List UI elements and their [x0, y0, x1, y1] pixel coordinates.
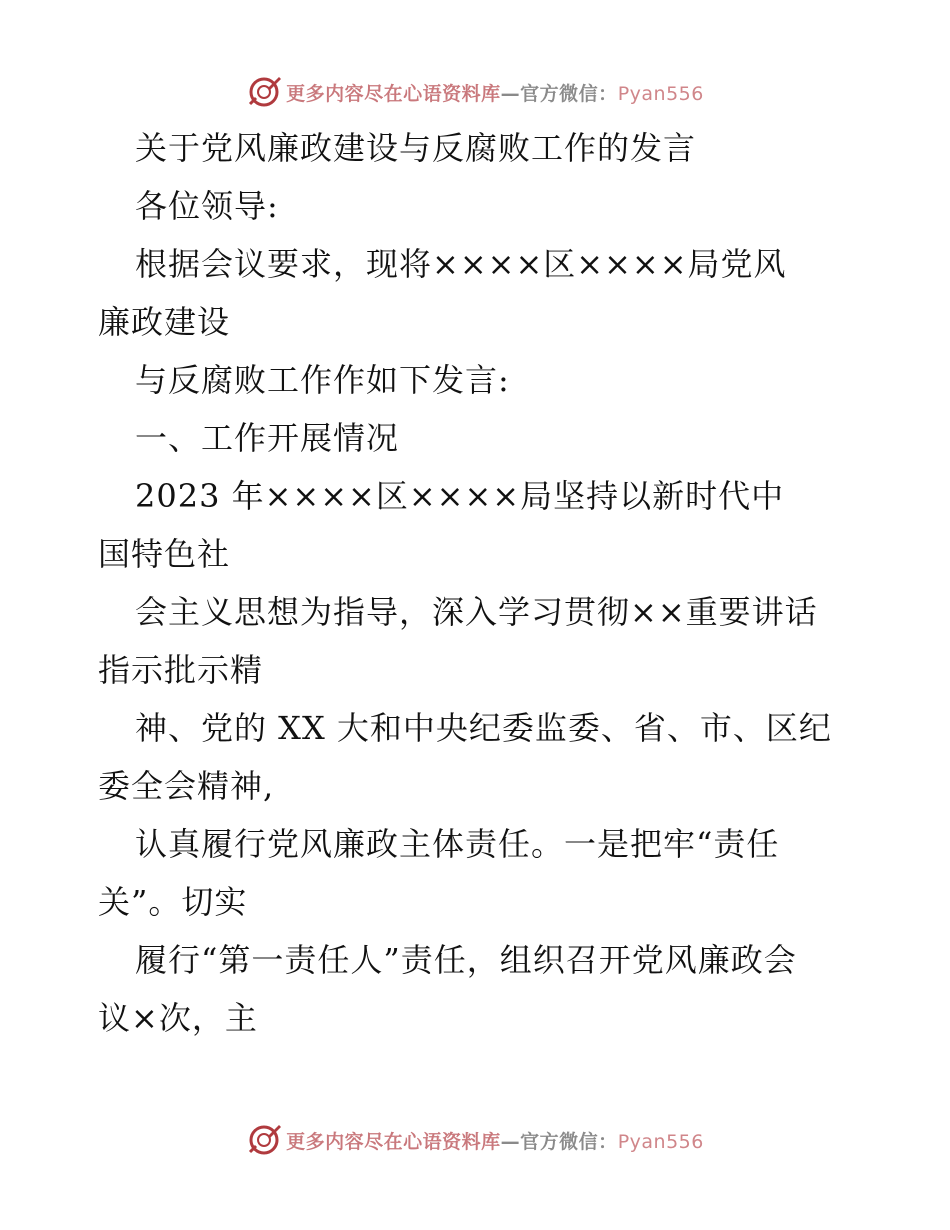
- pen-logo-icon: [246, 74, 282, 110]
- paragraph-line: 国特色社: [98, 535, 231, 573]
- paragraph-line: 2023 年××××区××××局坚持以新时代中: [135, 477, 785, 515]
- paragraph-line: 神、党的 XX 大和中央纪委监委、省、市、区纪: [135, 709, 832, 747]
- paragraph-line: 与反腐败工作作如下发言:: [135, 361, 510, 399]
- paragraph-line: 认真履行党风廉政主体责任。一是把牢“责任: [135, 825, 780, 863]
- paragraph-line: 关”。切实: [98, 883, 248, 921]
- salutation: 各位领导:: [135, 187, 279, 225]
- paragraph-line: 廉政建设: [98, 303, 231, 341]
- paragraph-line: 议×次，主: [98, 999, 258, 1037]
- paragraph-line: 根据会议要求，现将××××区××××局党风: [135, 245, 787, 283]
- watermark-text: 更多内容尽在心语资料库—官方微信：Pyan556: [286, 1130, 704, 1153]
- section-heading: 一、工作开展情况: [135, 419, 400, 457]
- paragraph-line: 委全会精神,: [98, 767, 275, 805]
- pen-logo-icon: [246, 1122, 282, 1158]
- watermark-text: 更多内容尽在心语资料库—官方微信：Pyan556: [286, 82, 704, 105]
- footer-watermark: [0, 1120, 950, 1160]
- document-title: 关于党风廉政建设与反腐败工作的发言: [135, 129, 697, 167]
- paragraph-line: 会主义思想为指导，深入学习贯彻××重要讲话: [135, 593, 818, 631]
- paragraph-line: 履行“第一责任人”责任，组织召开党风廉政会: [135, 941, 797, 979]
- paragraph-line: 指示批示精: [98, 651, 264, 689]
- header-watermark: [0, 72, 950, 112]
